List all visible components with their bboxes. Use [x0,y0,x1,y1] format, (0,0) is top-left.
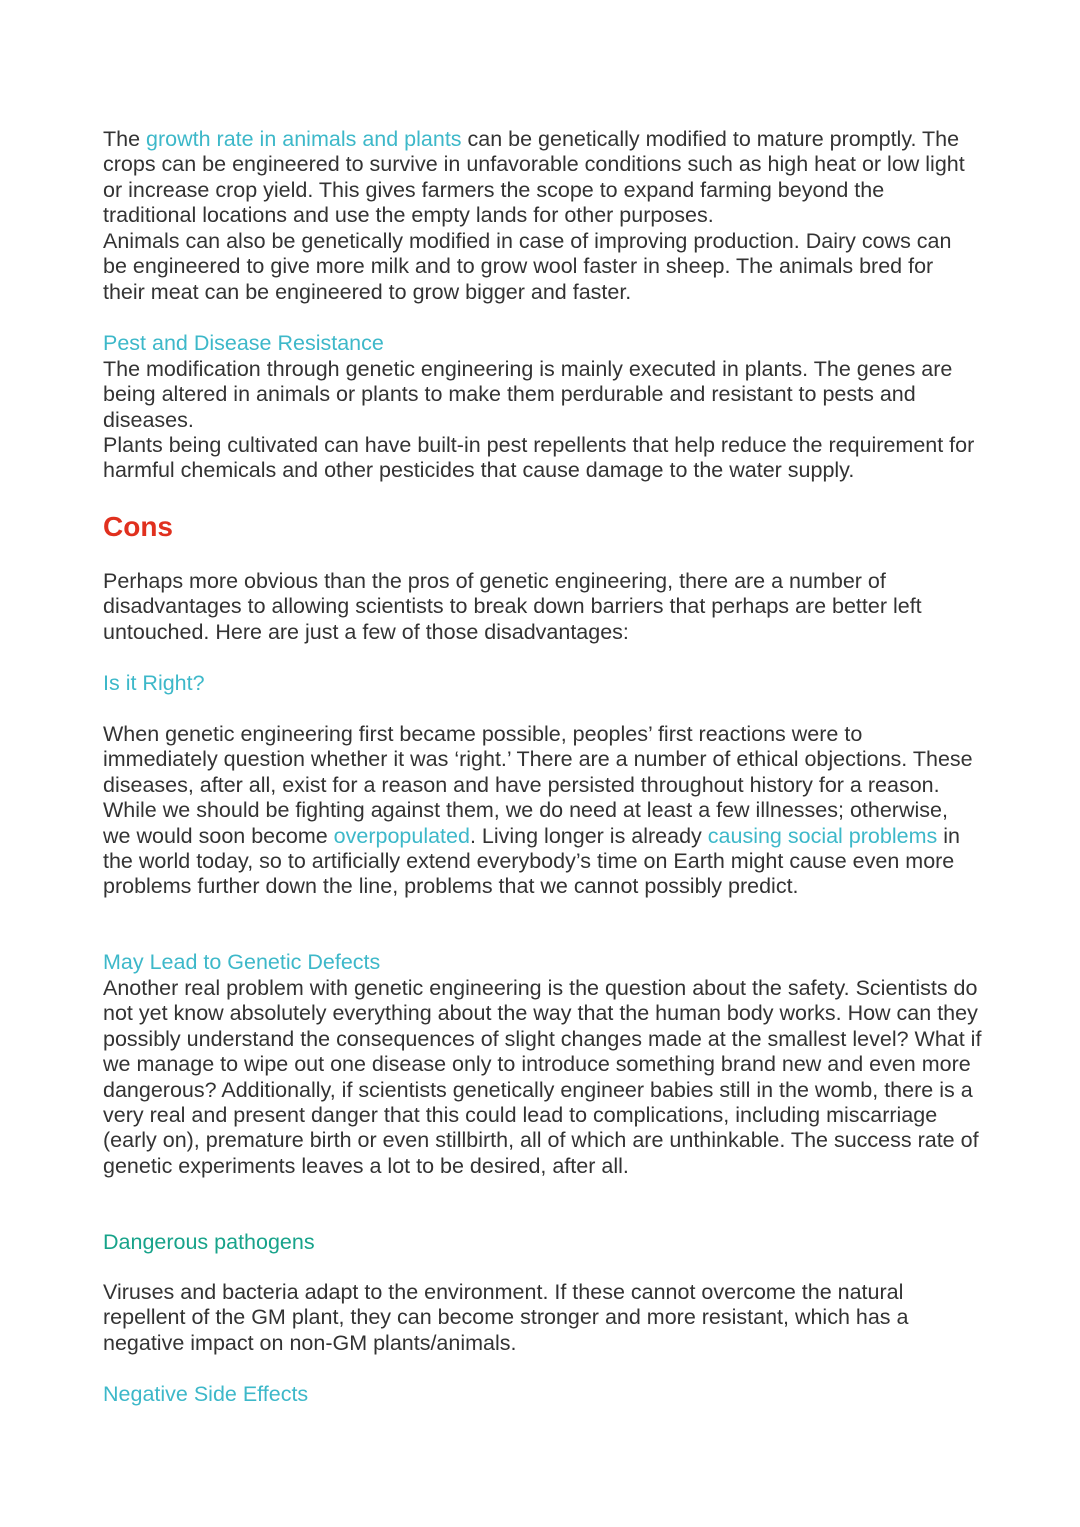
dangerous-pathogens-paragraph: Viruses and bacteria adapt to the environment. If these cannot overcome the natural repellent of the GM plant, they can become stronger and more resistant, which has a negative impact on non-GM plants/animals. [103,1280,909,1355]
growth-paragraph-1 [103,127,973,229]
pest-paragraph-2: Plants being cultivated can have built-in pest repellents that help reduce the requirement for harmful chemicals and other pesticides that cause damage to the water supply. [103,433,975,483]
pest-paragraph-1: The modification through genetic engineering is mainly executed in plants. The genes are being altered in animals or plants to make them perdurable and resistant to pests and diseases. [103,357,953,432]
growth-paragraph-2: Animals can also be genetically modified in case of improving production. Dairy cows can be engineered to give more milk and to grow wool faster in sheep. The animals bred for their meat can be engineered to grow bigger and faster. [103,229,952,304]
is-it-right-heading: Is it Right? [103,671,205,695]
right-text-c: in the world today, so to artificially extend everybody’s time on Earth might cause even more problems further down the line, problems that we cannot possibly predict. [103,823,960,899]
causing-social-problems-link[interactable]: causing social problems [707,823,938,848]
cons-intro: Perhaps more obvious than the pros of genetic engineering, there are a number of disadvantages to allowing scientists to break down barriers that perhaps are better left untouched. Here are just a few of those disadvantages: [103,569,922,644]
dangerous-pathogens-heading: Dangerous pathogens [103,1230,315,1254]
right-text-a: When genetic engineering first became possible, peoples’ first reactions were to immediately question whether it was ‘right.’ There are a number of ethical objections. These diseases, after all, exist for a reason and have persisted throughout history for a reason. While we should be fighting against them, we do need at least a few illnesses; otherwise, we would soon become [103,722,973,848]
pest-heading: Pest and Disease Resistance [103,331,384,355]
is-it-right-paragraph [103,722,978,900]
genetic-defects-heading: May Lead to Genetic Defects [103,950,381,974]
negative-side-effects-heading: Negative Side Effects [103,1382,309,1406]
growth-rate-link[interactable]: growth rate in animals and plants [146,127,462,151]
genetic-defects-paragraph: Another real problem with genetic engineering is the question about the safety. Scientists do not yet know absolutely everything about the way that the human body works. How can they possibly understand the consequences of slight changes made at the smallest level? What if we manage to wipe out one disease only to introduce something brand new and even more dangerous? Additionally, if scientists genetically engineer babies still in the womb, there is a very real and present danger that this could lead to complications, including miscarriage (early on), premature birth or even stillbirth, all of which are unthinkable. The success rate of genetic experiments leaves a lot to be desired, after all. [103,976,982,1178]
right-text-b: . Living longer is already [469,823,708,848]
growth-text-after: can be genetically modified to mature promptly. The crops can be engineered to survive in unfavorable conditions such as high heat or low light or increase crop yield. This gives farmers the scope to expand farming beyond the traditional locations and use the empty lands for other purposes. [103,127,965,228]
growth-text-before: The [103,127,147,151]
overpopulated-link[interactable]: overpopulated [333,823,470,848]
cons-heading: Cons [103,511,173,542]
